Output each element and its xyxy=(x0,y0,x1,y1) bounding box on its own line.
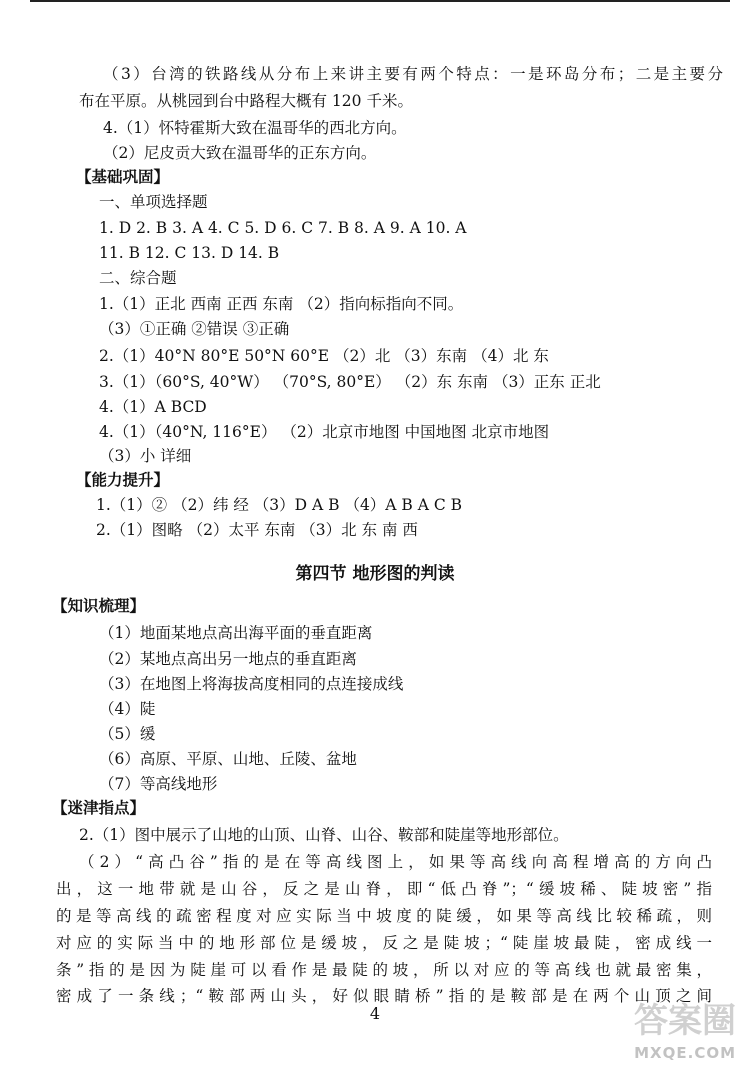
text-line: 1. D 2. B 3. A 4. C 5. D 6. C 7. B 8. A 9. A 10. A xyxy=(99,219,467,237)
text-line: （2）“高凸谷”指的是在等高线图上，如果等高线向高程增高的方向凸 xyxy=(79,853,712,871)
section-title: 第四节 地形图的判读 xyxy=(295,564,455,584)
text-line: 对应的实际当中的地形部位是缓坡，反之是陡坡；“陡崖坡最陡，密成线一 xyxy=(56,934,712,952)
text-line: （3）①正确 ②错误 ③正确 xyxy=(99,320,290,338)
text-line: 2.（1）40°N 80°E 50°N 60°E （2）北 （3）东南 （4）北 东 xyxy=(99,347,549,365)
text-line: （4）陡 xyxy=(99,700,156,718)
text-line: 4.（1）怀特霍斯大致在温哥华的西北方向。 xyxy=(103,119,407,137)
section-heading-basic: 【基础巩固】 xyxy=(76,168,170,186)
watermark-logo: 答案圈 xyxy=(634,1001,736,1041)
text-line: （3）台湾的铁路线从分布上来讲主要有两个特点：一是环岛分布；二是主要分 xyxy=(103,65,723,83)
text-line: 条”指的是因为陡崖可以看作是最陡的坡，所以对应的等高线也就最密集， xyxy=(56,961,712,979)
section-heading-guidance: 【迷津指点】 xyxy=(52,799,146,817)
text-line: （1）地面某地点高出海平面的垂直距离 xyxy=(99,624,373,642)
text-line: （3）小 详细 xyxy=(99,447,192,465)
text-line: 布在平原。从桃园到台中路程大概有 120 千米。 xyxy=(79,92,413,110)
watermark xyxy=(614,1001,744,1070)
text-line: 4.（1）A BCD xyxy=(99,398,207,416)
text-line: （2）某地点高出另一地点的垂直距离 xyxy=(99,650,357,668)
text-line: （7）等高线地形 xyxy=(99,775,218,793)
page-number: 4 xyxy=(369,1004,381,1023)
top-rule xyxy=(30,0,730,2)
watermark-caption: MXQE.COM xyxy=(634,1044,736,1062)
text-line: 1.（1）② （2）纬 经 （3）D A B （4）A B A C B xyxy=(96,496,463,514)
text-line: 2.（1）图略 （2）太平 东南 （3）北 东 南 西 xyxy=(96,521,418,539)
text-line: 3.（1）（60°S, 40°W） （70°S, 80°E） （2）东 东南 （3）正东 正北 xyxy=(99,373,601,391)
text-line: 出，这一地带就是山谷，反之是山脊，即“低凸脊”；“缓坡稀、陡坡密”指 xyxy=(56,880,712,898)
text-line: （3）在地图上将海拔高度相同的点连接成线 xyxy=(99,675,404,693)
text-line: 密成了一条线；“鞍部两山头，好似眼睛桥”指的是鞍部是在两个山顶之间 xyxy=(56,987,712,1005)
text-line: 4.（1）（40°N, 116°E） （2）北京市地图 中国地图 北京市地图 xyxy=(99,423,550,441)
text-line: 的是等高线的疏密程度对应实际当中坡度的陡缓，如果等高线比较稀疏，则 xyxy=(56,907,712,925)
text-line: 11. B 12. C 13. D 14. B xyxy=(99,244,280,262)
section-heading-knowledge: 【知识梳理】 xyxy=(52,597,146,615)
section-heading-advanced: 【能力提升】 xyxy=(76,471,170,489)
text-line: 一、单项选择题 xyxy=(99,193,208,211)
text-line: 2.（1）图中展示了山地的山顶、山脊、山谷、鞍部和陡崖等地形部位。 xyxy=(79,826,569,844)
text-line: （5）缓 xyxy=(99,725,156,743)
text-line: （2）尼皮贡大致在温哥华的正东方向。 xyxy=(103,144,377,162)
text-line: 1.（1）正北 西南 正西 东南 （2）指向标指向不同。 xyxy=(99,295,464,313)
text-line: 二、综合题 xyxy=(99,269,177,287)
text-line: （6）高原、平原、山地、丘陵、盆地 xyxy=(99,750,357,768)
